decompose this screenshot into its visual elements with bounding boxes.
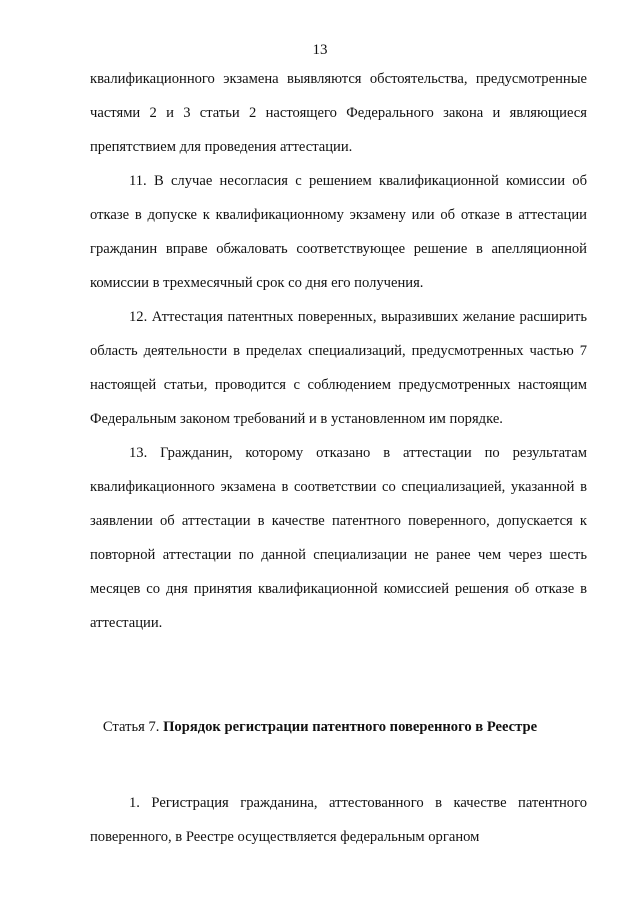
paragraph-item-11: 11. В случае несогласия с решением квалификационной комиссии об отказе в допуске к квалификационному экзамену или об отказе в аттестации гражданин вправе обжаловать соответствующее решение в апелляционной комиссии в трехмесячный срок со дня его получения. (90, 173, 587, 291)
paragraph-item-12: 12. Аттестация патентных поверенных, выразивших желание расширить область деятельности в пределах специализаций, предусмотренных частью 7 настоящей статьи, проводится с соблюдением предусмотренных настоящим Федеральным законом требований и в установленном им порядке. (90, 309, 587, 427)
body-text-top (90, 62, 587, 640)
body-text-bottom (90, 786, 587, 854)
paragraph-continuation: квалификационного экзамена выявляются обстоятельства, предусмотренные частями 2 и 3 статьи 2 настоящего Федерального закона и являющиеся препятствием для проведения аттестации. (90, 71, 587, 155)
article-title: Порядок регистрации патентного поверенного в Реестре (163, 719, 538, 735)
article-prefix: Статья 7. (102, 719, 164, 735)
paragraph-art7-item-1: 1. Регистрация гражданина, аттестованного в качестве патентного поверенного, в Реестре осуществляется федеральным органом (90, 795, 587, 845)
page-number: 13 (312, 42, 328, 58)
article-heading (0, 712, 640, 742)
paragraph-item-13: 13. Гражданин, которому отказано в аттестации по результатам квалификационного экзамена в соответствии со специализацией, указанной в заявлении об аттестации в качестве патентного поверенного, допускается к повторной аттестации по данной специализации не ранее чем через шесть месяцев со дня принятия квалификационной комиссией решения об отказе в аттестации. (90, 445, 587, 631)
